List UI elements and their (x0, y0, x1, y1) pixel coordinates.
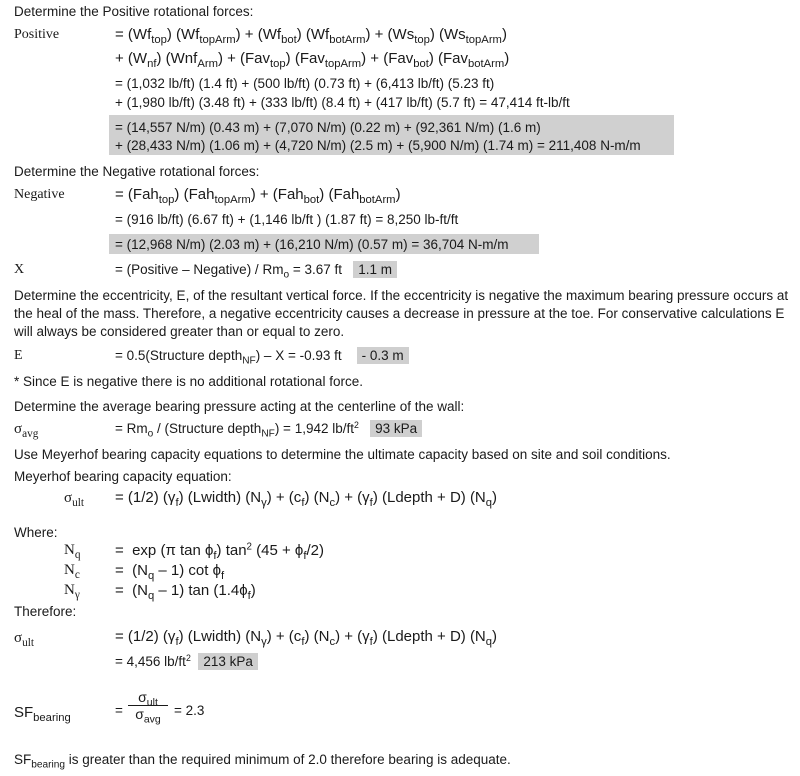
sigma-avg-metric-value: 93 kPa (370, 420, 422, 437)
sigma-avg-equation: = $Rm_o$ / (Structure depth$_{NF}$) = 1,942 $lb/ft^2$ 93 kPa (115, 420, 422, 437)
label-sf-bearing: $SF_{bearing}$ (14, 704, 71, 724)
negative-metric-line: = (12,968 N/m) (2.03 m) + (16,210 N/m) (0.57 m) = 36,704 N-m/m (115, 237, 509, 252)
positive-line-2: + $(W_{nf}) (Wnf_{Arm}) + (Fav_{top}) (Fav_{topArm}) + (Fav_{bot})$ (Fav$_{botArm}$) (115, 50, 510, 70)
label-x: X (14, 262, 25, 277)
ngamma-equation: = $(N_q - 1)$ $\tan (1.4\phi_f)$ (115, 582, 256, 602)
eccentricity-paragraph-line-2: the heal of the mass. Therefore, a negative eccentricity causes a decrease in pressure at the toe. For conservative calculations E (14, 306, 785, 321)
nc-equation: = $(N_q - 1)$ $\cot \phi_f$ (115, 562, 225, 582)
label-e: E (14, 348, 23, 363)
x-equation: = (Positive – Negative) / $Rm_o = 3.67$ ft 1.1 m (115, 261, 397, 278)
heading-average-bearing: Determine the average bearing pressure acting at the centerline of the wall: (14, 399, 465, 414)
label-sigma-avg: $\sigma_{avg}$ (14, 421, 39, 440)
e-equation: = 0.5(Structure depth$_{NF}$) – X = -0.93 ft - 0.3 m (115, 347, 409, 364)
label-nq: $N_q$ (64, 542, 81, 561)
positive-line-1: = $(Wf_{top}) (Wf_{topArm}) + (Wf_{bot}) (Wf_{botArm}) + (Ws_{top})$ $(Ws_{topArm})$ (115, 26, 507, 46)
e-metric-value: - 0.3 m (357, 347, 409, 364)
sf-numerator: $\sigma_{ult}$ (128, 689, 168, 706)
sf-equals: = (115, 703, 123, 718)
eccentricity-paragraph-line-3: will always be considered greater than or equal to zero. (14, 324, 345, 339)
meyerhof-heading: Meyerhof bearing capacity equation: (14, 469, 232, 484)
note-e-negative: * Since E is negative there is no additional rotational force. (14, 374, 363, 389)
label-sigma-ult: $\sigma_{ult}$ (64, 490, 84, 509)
sigma-ult-value: = 4,456 $lb/ft^2$ 213 kPa (115, 653, 258, 670)
eccentricity-paragraph-line-1: Determine the eccentricity, E, of the resultant vertical force. If the eccentricity is negative the maximum bearing pressure occurs at (14, 288, 789, 303)
meyerhof-intro: Use Meyerhof bearing capacity equations to determine the ultimate capacity based on site and soil conditions. (14, 447, 671, 462)
label-positive: Positive (14, 27, 60, 42)
heading-negative: Determine the Negative rotational forces: (14, 164, 260, 179)
conclusion: $SF_{bearing}$ is greater than the required minimum of 2.0 therefore bearing is adequate. (14, 752, 511, 771)
label-nc: $N_c$ (64, 562, 80, 581)
x-metric-value: 1.1 m (353, 261, 397, 278)
heading-positive: Determine the Positive rotational forces: (14, 4, 254, 19)
sigma-ult-equation: = (1/2) $(\gamma_f)$ (Lwidth) $(N_\gamma) + (c_f) (N_c) + (\gamma_f)$ (Ldepth + D) $(N_q)$ (115, 489, 498, 509)
sigma-ult-metric-value: 213 kPa (198, 653, 258, 670)
negative-line-2: = (916 lb/ft) (6.67 ft) + (1,146 lb/ft ) (1.87 ft) = 8,250 lb-ft/ft (115, 212, 459, 227)
label-sigma-ult-2: $\sigma_{ult}$ (14, 630, 34, 649)
sigma-ult-equation-2: = (1/2) $(\gamma_f)$ (Lwidth) $(N_\gamma) + (c_f) (N_c) + (\gamma_f)$ (Ldepth + D) $(N_q)$ (115, 628, 498, 648)
nq-equation: = exp (π $\tan \phi_f$) $\tan^2 (45 + \phi_f/2)$ (115, 541, 324, 562)
sf-result: = 2.3 (174, 703, 205, 718)
positive-line-4: + (1,980 lb/ft) (3.48 ft) + (333 lb/ft) (8.4 ft) + (417 lb/ft) (5.7 ft) = 47,414 ft-lb/ft (115, 95, 570, 110)
where-label: Where: (14, 525, 58, 540)
label-negative: Negative (14, 187, 65, 202)
negative-line-1: = (Fah$_{top}$) (Fah$_{topArm}$) + (Fah$_{bot}$) (Fah$_{botArm}$) (115, 186, 401, 206)
label-ngamma: $N_\gamma$ (64, 582, 80, 601)
sf-fraction (128, 689, 168, 726)
positive-metric-line-1: = (14,557 N/m) (0.43 m) + (7,070 N/m) (0.22 m) + (92,361 N/m) (1.6 m) (115, 120, 541, 135)
sf-denominator: $\sigma_{avg}$ (135, 706, 161, 726)
therefore-label: Therefore: (14, 604, 77, 619)
positive-metric-line-2: + (28,433 N/m) (1.06 m) + (4,720 N/m) (2.5 m) + (5,900 N/m) (1.74 m) = 211,408 N-m/m (115, 138, 641, 153)
positive-line-3: = (1,032 lb/ft) (1.4 ft) + (500 lb/ft) (0.73 ft) + (6,413 lb/ft) (5.23 ft) (115, 76, 495, 91)
